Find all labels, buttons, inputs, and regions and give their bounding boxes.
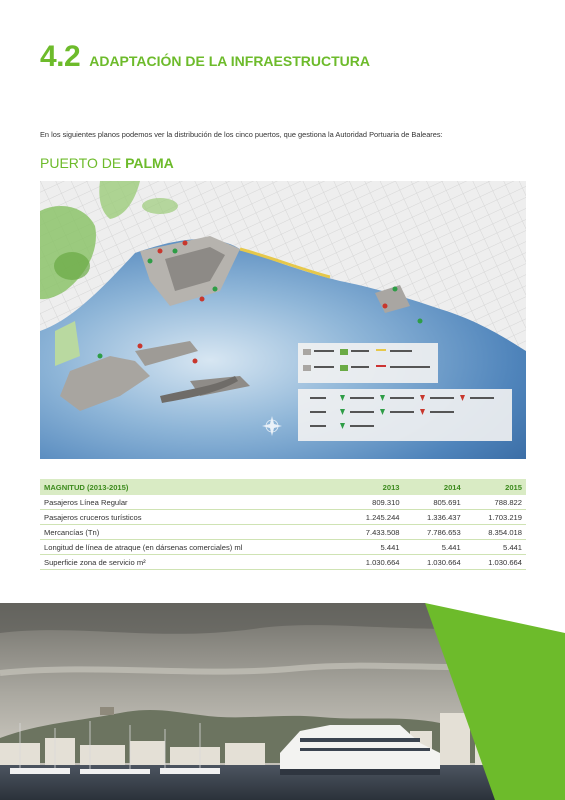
- table-cell-value: 809.310: [342, 495, 403, 510]
- section-title: ADAPTACIÓN DE LA INFRAESTRUCTURA: [89, 53, 370, 69]
- table-cell-value: 1.336.437: [404, 510, 465, 525]
- table-cell-value: 1.030.664: [342, 555, 403, 570]
- magnitudes-table: [40, 479, 526, 570]
- table-row: [40, 510, 526, 525]
- table-row: [40, 555, 526, 570]
- port-title-name: PALMA: [125, 155, 174, 171]
- table-cell-value: 8.354.018: [465, 525, 526, 540]
- table-cell-value: 5.441: [465, 540, 526, 555]
- section-number: 4.2: [40, 40, 81, 73]
- table-row: [40, 540, 526, 555]
- harbour-photo: [0, 603, 565, 800]
- section-heading: [40, 40, 370, 74]
- table-cell-value: 1.030.664: [465, 555, 526, 570]
- table-cell-value: 788.822: [465, 495, 526, 510]
- table-row: [40, 525, 526, 540]
- table-cell-value: 5.441: [342, 540, 403, 555]
- port-title: [40, 155, 174, 171]
- intro-paragraph: En los siguientes planos podemos ver la distribución de los cinco puertos, que gestiona la Autoridad Portuaria de Baleares:: [40, 130, 443, 139]
- table-cell-value: 805.691: [404, 495, 465, 510]
- port-map: [40, 181, 526, 459]
- table-cell-label: Mercancías (Tn): [40, 525, 342, 540]
- table-cell-value: 1.030.664: [404, 555, 465, 570]
- table-header-magnitud: MAGNITUD (2013-2015): [40, 479, 342, 495]
- table-cell-label: Longitud de línea de atraque (en dársenas comerciales) ml: [40, 540, 342, 555]
- table-cell-label: Superficie zona de servicio m²: [40, 555, 342, 570]
- table-cell-value: 5.441: [404, 540, 465, 555]
- table-header-2015: 2015: [465, 479, 526, 495]
- table-cell-label: Pasajeros Línea Regular: [40, 495, 342, 510]
- table-header-2014: 2014: [404, 479, 465, 495]
- table-cell-label: Pasajeros cruceros turísticos: [40, 510, 342, 525]
- table-cell-value: 7.433.508: [342, 525, 403, 540]
- table-cell-value: 1.245.244: [342, 510, 403, 525]
- table-header-2013: 2013: [342, 479, 403, 495]
- table-header-row: [40, 479, 526, 495]
- port-title-prefix: PUERTO DE: [40, 155, 126, 171]
- table-cell-value: 7.786.653: [404, 525, 465, 540]
- table-cell-value: 1.703.219: [465, 510, 526, 525]
- table-row: [40, 495, 526, 510]
